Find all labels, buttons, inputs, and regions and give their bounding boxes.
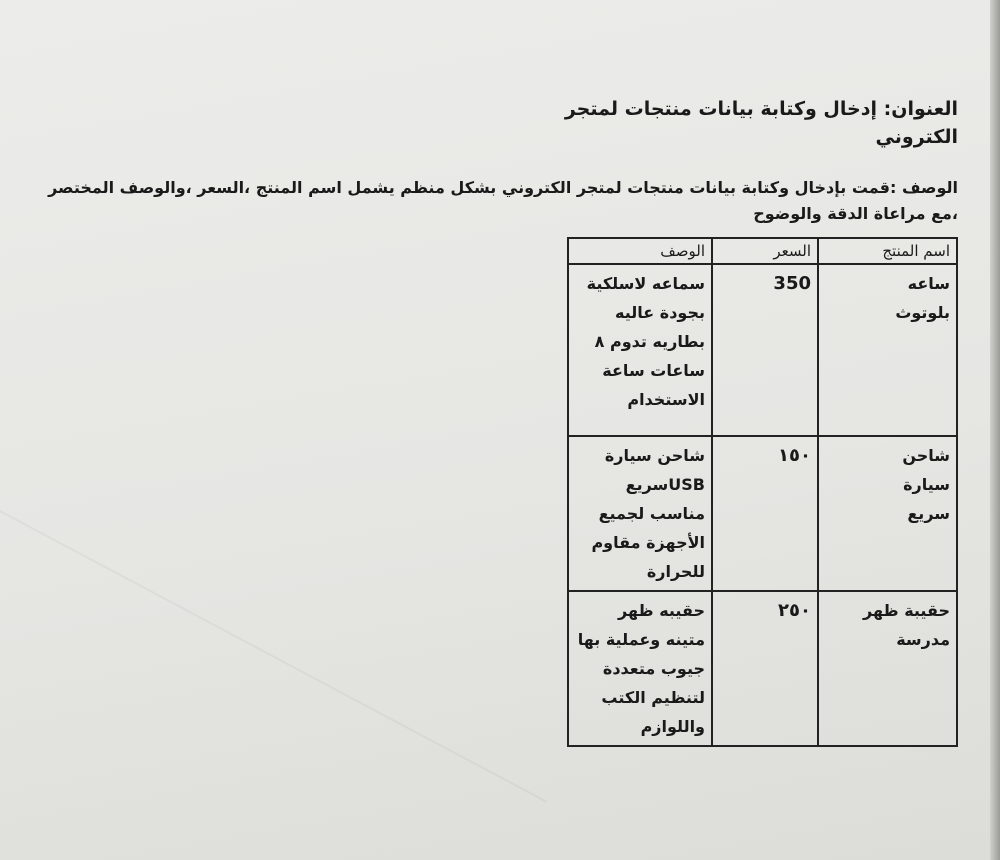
screen-glare (0, 510, 547, 803)
document-title: العنوان: إدخال وكتابة بيانات منتجات لمتجر الكتروني (564, 98, 958, 148)
table-row (568, 591, 957, 746)
description-text: شاحن سيارة USBسريع مناسب لجميع الأجهزة مقاوم للحرارة (591, 446, 705, 581)
description-text: حقيبه ظهر متينه وعملية بها جيوب متعددة لتنظيم الكتب واللوازم (577, 601, 705, 736)
table-row (568, 436, 957, 591)
monitor-edge (990, 0, 1000, 860)
products-table (567, 237, 958, 747)
header-description: الوصف (568, 238, 712, 264)
cell-description (568, 591, 712, 746)
product-name-text: ساعه بلوتوث (895, 274, 950, 322)
product-name-text: حقيبة ظهر مدرسة (863, 601, 950, 649)
table-header-row (568, 238, 957, 264)
document-body (18, 95, 958, 227)
cell-product-name (818, 264, 957, 436)
header-price: السعر (712, 238, 818, 264)
cell-price: ٢٥٠ (712, 591, 818, 746)
cell-product-name (818, 591, 957, 746)
description-text: سماعه لاسلكية بجودة عاليه بطاريه تدوم ٨ ساعات ساعة الاستخدام (586, 274, 705, 409)
cell-price: 350 (712, 264, 818, 436)
cell-description (568, 264, 712, 436)
header-product-name: اسم المنتج (818, 238, 957, 264)
cell-price: ١٥٠ (712, 436, 818, 591)
document-description: الوصف :قمت بإدخال وكتابة بيانات منتجات لمتجر الكتروني بشكل منظم يشمل اسم المنتج ،السعر ،والوصف المختصر ،مع مراعاة الدقة والوضوح (48, 178, 958, 223)
product-name-text: شاحن سيارة سريع (902, 446, 950, 523)
cell-product-name (818, 436, 957, 591)
table-row (568, 264, 957, 436)
cell-description (568, 436, 712, 591)
